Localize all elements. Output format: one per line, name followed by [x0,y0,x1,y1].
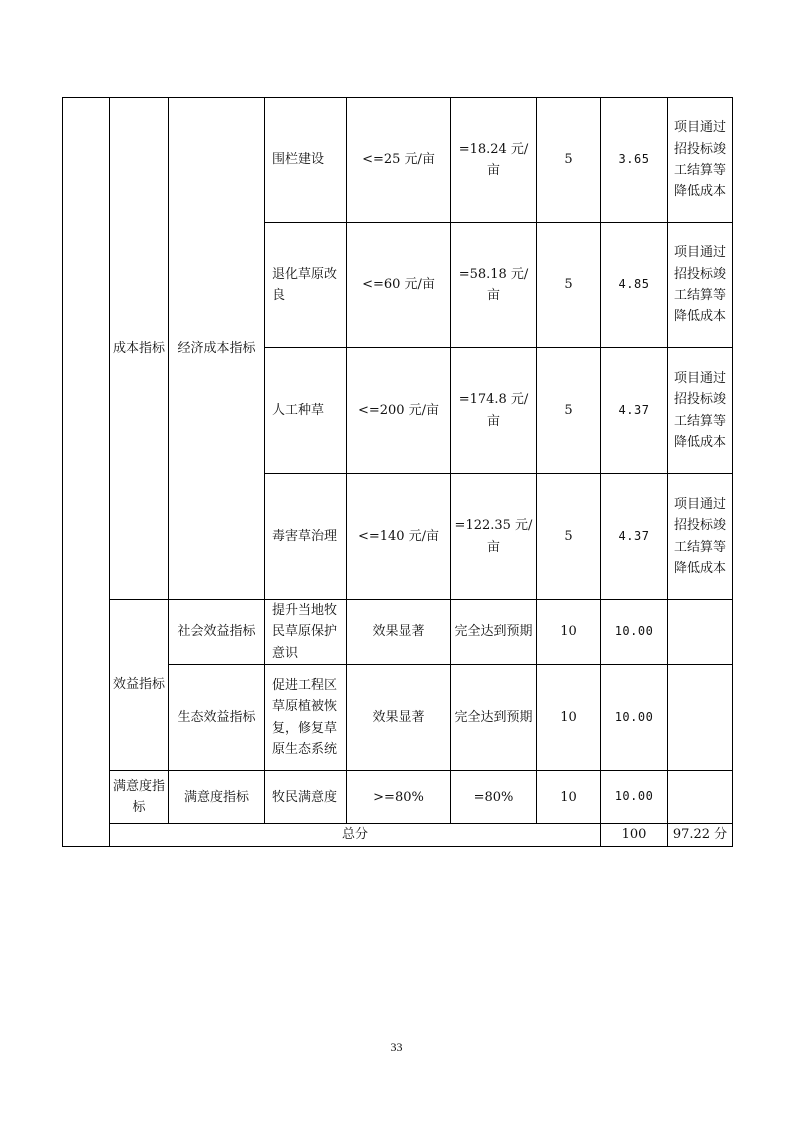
actual-value: 完全达到预期 [451,600,537,665]
indicator-name: 退化草原改良 [265,223,347,348]
score-value: 10.00 [601,600,668,665]
weight-value: 5 [537,223,601,348]
target-value: <=60 元/亩 [347,223,451,348]
performance-table [62,97,733,847]
subcategory-social-benefit: 社会效益指标 [169,600,265,665]
actual-value: =18.24 元/亩 [451,98,537,223]
note-text: 项目通过招投标竣工结算等降低成本 [668,223,733,348]
score-value: 4.85 [601,223,668,348]
target-value: 效果显著 [347,665,451,771]
actual-value: =174.8 元/亩 [451,348,537,474]
total-weight: 100 [601,824,668,846]
category-cost: 成本指标 [110,98,169,600]
note-text: 项目通过招投标竣工结算等降低成本 [668,98,733,223]
subcategory-ecological-benefit: 生态效益指标 [169,665,265,771]
target-value: >=80% [347,771,451,824]
weight-value: 10 [537,771,601,824]
actual-value: 完全达到预期 [451,665,537,771]
target-value: <=25 元/亩 [347,98,451,223]
subcategory-economic-cost: 经济成本指标 [169,98,265,600]
weight-value: 5 [537,474,601,600]
weight-value: 5 [537,348,601,474]
weight-value: 5 [537,98,601,223]
category-satisfaction: 满意度指标 [110,771,169,824]
actual-value: =122.35 元/亩 [451,474,537,600]
table-row [63,771,733,824]
page-number: 33 [390,1040,403,1054]
weight-value: 10 [537,600,601,665]
total-row [63,824,733,846]
note-text [668,665,733,771]
indicator-name: 围栏建设 [265,98,347,223]
score-value: 4.37 [601,348,668,474]
indicator-name: 提升当地牧民草原保护意识 [265,600,347,665]
score-value: 3.65 [601,98,668,223]
table-row [63,600,733,665]
table-row [63,98,733,223]
score-value: 10.00 [601,665,668,771]
indicator-name: 促进工程区草原植被恢复，修复草原生态系统 [265,665,347,771]
target-value: <=140 元/亩 [347,474,451,600]
actual-value: =80% [451,771,537,824]
total-label: 总分 [110,824,601,846]
outer-category-cell [63,98,110,847]
category-benefit: 效益指标 [110,600,169,771]
actual-value: =58.18 元/亩 [451,223,537,348]
score-value: 10.00 [601,771,668,824]
target-value: <=200 元/亩 [347,348,451,474]
indicator-name: 牧民满意度 [265,771,347,824]
note-text: 项目通过招投标竣工结算等降低成本 [668,348,733,474]
indicator-name: 毒害草治理 [265,474,347,600]
note-text [668,600,733,665]
indicator-name: 人工种草 [265,348,347,474]
note-text: 项目通过招投标竣工结算等降低成本 [668,474,733,600]
total-score: 97.22 分 [668,824,733,846]
weight-value: 10 [537,665,601,771]
note-text [668,771,733,824]
target-value: 效果显著 [347,600,451,665]
score-value: 4.37 [601,474,668,600]
subcategory-satisfaction: 满意度指标 [169,771,265,824]
